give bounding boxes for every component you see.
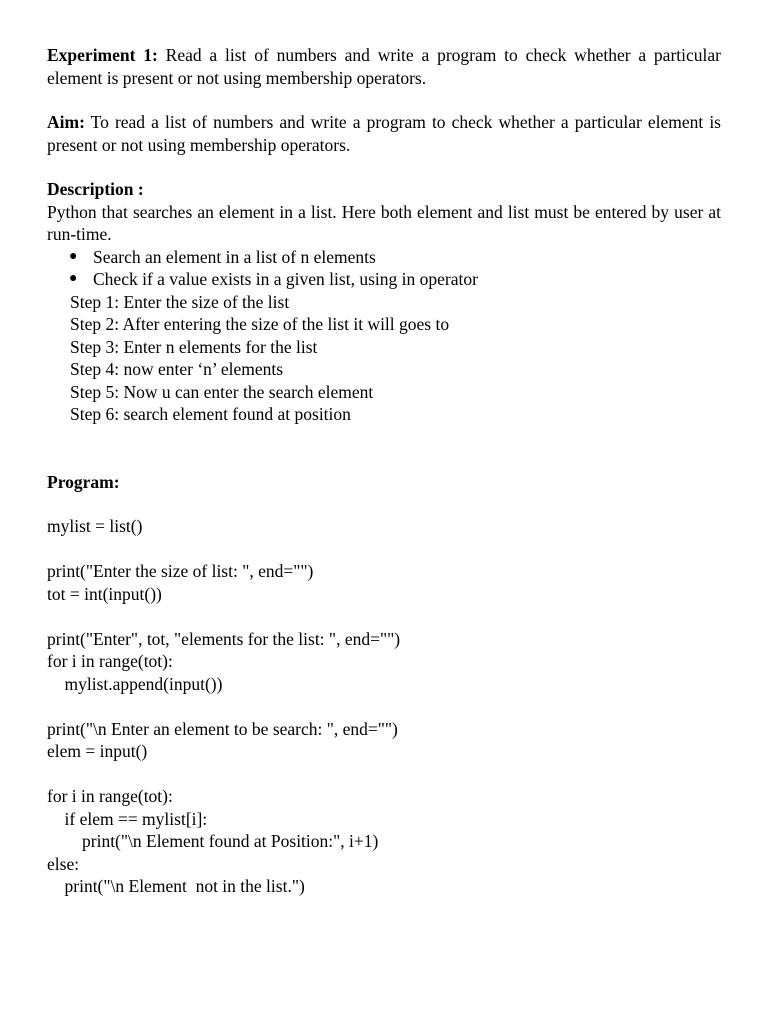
description-text: Python that searches an element in a list. Here both element and list must be entered by user at run-time. [47,201,721,244]
bullet-icon: ● [69,248,78,264]
code-line: elem = input() [47,741,148,761]
step-item: Step 6: search element found at position [70,404,351,424]
bullet-icon: ● [69,271,78,286]
experiment-paragraph [47,44,721,89]
code-line: print("\n Element not in the list.") [47,876,305,896]
bullet-item [47,268,721,291]
code-line: print("Enter the size of list: ", end="") [47,561,314,581]
code-line: for i in range(tot): [47,786,173,806]
code-line: print("Enter", tot, "elements for the list: ", end="") [47,628,401,649]
code-blank-line [47,763,721,786]
aim-text: To read a list of numbers and write a program to check whether a particular element is present or not using membership operators. [47,112,721,155]
code-blank-line [47,695,721,718]
bullet-text: Check if a value exists in a given list, using in operator [93,269,478,289]
step-item: Step 5: Now u can enter the search element [70,381,374,402]
description-bullet-list [47,246,721,291]
step-item: Step 3: Enter n elements for the list [70,336,318,357]
aim-label: Aim: [47,112,85,132]
experiment-label: Experiment 1: [47,45,158,65]
document-body [47,44,721,898]
code-line: tot = int(input()) [47,583,162,604]
program-heading: Program: [47,471,120,492]
bullet-item [47,246,721,269]
bullet-text: Search an element in a list of n elements [93,246,376,267]
code-blank-line [47,605,721,628]
step-item: Step 1: Enter the size of the list [70,291,290,312]
description-heading: Description : [47,179,144,199]
step-item: Step 2: After entering the size of the list it will goes to [70,314,450,334]
code-line: mylist = list() [47,516,143,536]
aim-paragraph [47,111,721,156]
code-line: for i in range(tot): [47,651,173,671]
program-code-block [47,515,721,898]
step-item: Step 4: now enter ‘n’ elements [70,359,284,379]
code-line: print("\n Enter an element to be search: ", end="") [47,718,398,739]
code-line: mylist.append(input()) [47,673,223,694]
code-line: print("\n Element found at Position:", i+1) [47,831,379,851]
code-blank-line [47,538,721,561]
code-line: if elem == mylist[i]: [47,808,208,829]
experiment-text: Read a list of numbers and write a program to check whether a particular element is present or not using membership operators. [47,45,721,88]
code-line: else: [47,853,80,874]
steps-list [47,291,721,426]
